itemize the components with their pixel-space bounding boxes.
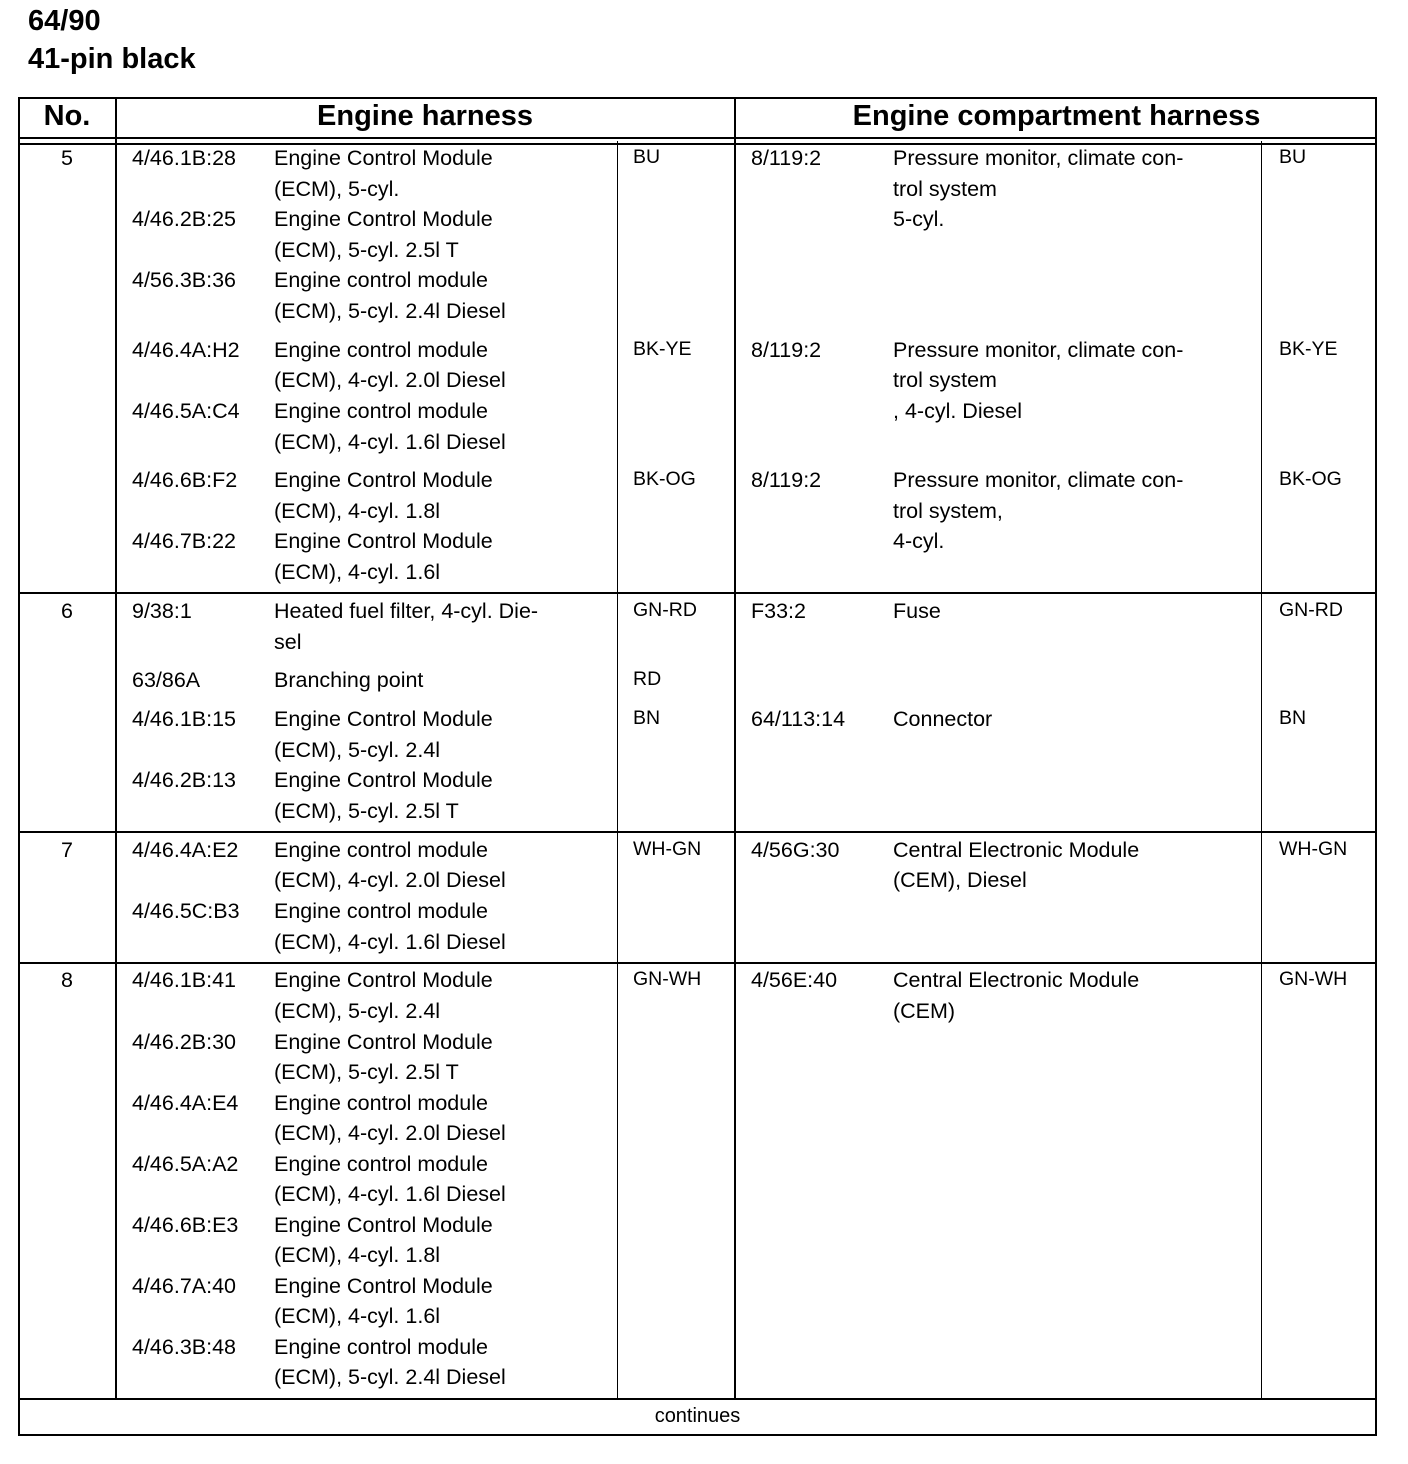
- component-description: (ECM), 4-cyl. 2.0l Diesel: [274, 868, 506, 892]
- component-description: Engine Control Module: [274, 146, 493, 170]
- divider-no: [115, 97, 117, 1400]
- component-description: 4-cyl.: [893, 529, 945, 553]
- component-description: trol system: [893, 368, 997, 392]
- component-description: (ECM), 5-cyl. 2.4l: [274, 738, 441, 762]
- wire-color: GN-RD: [1279, 599, 1343, 621]
- column-header-no: No.: [43, 100, 91, 132]
- terminal-code: 4/46.1B:28: [132, 146, 237, 170]
- connector-number: 64/90: [28, 5, 101, 37]
- component-description: Engine control module: [274, 1152, 488, 1176]
- divider-color-left: [617, 141, 618, 1400]
- continues-note: continues: [654, 1405, 741, 1427]
- component-description: Engine control module: [274, 1335, 488, 1359]
- component-description: Engine control module: [274, 338, 488, 362]
- component-description: (ECM), 4-cyl. 1.8l: [274, 1243, 441, 1267]
- divider-harness: [734, 97, 736, 1400]
- terminal-code: 8/119:2: [751, 146, 822, 170]
- terminal-code: 4/46.2B:25: [132, 207, 237, 231]
- component-description: (ECM), 5-cyl. 2.5l T: [274, 799, 459, 823]
- terminal-code: 4/46.5A:C4: [132, 399, 240, 423]
- component-description: (ECM), 5-cyl. 2.4l Diesel: [274, 299, 506, 323]
- terminal-code: 4/46.3B:48: [132, 1335, 237, 1359]
- component-description: Engine control module: [274, 838, 488, 862]
- component-description: (ECM), 4-cyl. 1.6l: [274, 1304, 441, 1328]
- terminal-code: 4/46.2B:30: [132, 1030, 237, 1054]
- component-description: (ECM), 4-cyl. 1.6l Diesel: [274, 430, 506, 454]
- wire-color: GN-WH: [633, 968, 702, 990]
- component-description: trol system: [893, 177, 997, 201]
- terminal-code: 63/86A: [132, 668, 201, 692]
- terminal-code: 4/46.4A:E4: [132, 1091, 239, 1115]
- wire-color: BN: [633, 707, 661, 729]
- component-description: Engine Control Module: [274, 207, 493, 231]
- component-description: (ECM), 4-cyl. 1.6l Diesel: [274, 930, 506, 954]
- component-description: Engine control module: [274, 399, 488, 423]
- terminal-code: 4/46.5C:B3: [132, 899, 240, 923]
- terminal-code: 4/46.7B:22: [132, 529, 237, 553]
- wire-color: GN-WH: [1279, 968, 1348, 990]
- wire-color: BK-YE: [1279, 338, 1338, 360]
- component-description: (ECM), 5-cyl. 2.5l T: [274, 238, 459, 262]
- component-description: Engine Control Module: [274, 707, 493, 731]
- component-description: (ECM), 5-cyl. 2.4l: [274, 999, 441, 1023]
- component-description: Central Electronic Module: [893, 968, 1140, 992]
- column-header-engine-harness: Engine harness: [317, 100, 533, 132]
- wire-color: GN-RD: [633, 599, 697, 621]
- wire-color: BU: [1279, 146, 1307, 168]
- row-separator: [18, 831, 1377, 833]
- terminal-code: 4/56E:40: [751, 968, 838, 992]
- component-description: Engine Control Module: [274, 968, 493, 992]
- terminal-code: F33:2: [751, 599, 806, 623]
- terminal-code: 4/46.4A:H2: [132, 338, 240, 362]
- terminal-code: 4/56.3B:36: [132, 268, 237, 292]
- component-description: Engine Control Module: [274, 1213, 493, 1237]
- wire-color: WH-GN: [1279, 838, 1348, 860]
- component-description: (ECM), 5-cyl. 2.4l Diesel: [274, 1365, 506, 1389]
- terminal-code: 4/46.6B:E3: [132, 1213, 239, 1237]
- component-description: (CEM), Diesel: [893, 868, 1027, 892]
- terminal-code: 4/46.7A:40: [132, 1274, 237, 1298]
- terminal-code: 4/46.1B:15: [132, 707, 237, 731]
- terminal-code: 4/46.6B:F2: [132, 468, 238, 492]
- component-description: Branching point: [274, 668, 424, 692]
- wire-color: BN: [1279, 707, 1307, 729]
- pin-number: 6: [61, 599, 73, 623]
- terminal-code: 9/38:1: [132, 599, 192, 623]
- terminal-code: 64/113:14: [751, 707, 846, 731]
- component-description: Central Electronic Module: [893, 838, 1140, 862]
- wire-color: RD: [633, 668, 662, 690]
- wire-color: BK-YE: [633, 338, 692, 360]
- component-description: trol system,: [893, 499, 1003, 523]
- component-description: Fuse: [893, 599, 941, 623]
- component-description: Pressure monitor, climate con-: [893, 468, 1184, 492]
- connector-description: 41-pin black: [28, 43, 196, 75]
- row-separator: [18, 1398, 1377, 1400]
- component-description: (CEM): [893, 999, 956, 1023]
- component-description: Pressure monitor, climate con-: [893, 338, 1184, 362]
- terminal-code: 8/119:2: [751, 468, 822, 492]
- component-description: Engine control module: [274, 1091, 488, 1115]
- component-description: Engine control module: [274, 268, 488, 292]
- divider-color-right: [1261, 141, 1262, 1400]
- component-description: 5-cyl.: [893, 207, 945, 231]
- wire-color: WH-GN: [633, 838, 702, 860]
- component-description: Engine Control Module: [274, 468, 493, 492]
- pin-number: 8: [61, 968, 73, 992]
- component-description: sel: [274, 630, 302, 654]
- component-description: (ECM), 4-cyl. 2.0l Diesel: [274, 368, 506, 392]
- pin-number: 5: [61, 146, 73, 170]
- wire-color: BK-OG: [633, 468, 696, 490]
- terminal-code: 4/46.1B:41: [132, 968, 237, 992]
- component-description: Engine Control Module: [274, 1274, 493, 1298]
- component-description: Heated fuel filter, 4-cyl. Die-: [274, 599, 539, 623]
- component-description: (ECM), 4-cyl. 1.6l Diesel: [274, 1182, 506, 1206]
- wire-color: BK-OG: [1279, 468, 1342, 490]
- column-header-engine-compartment-harness: Engine compartment harness: [852, 100, 1261, 132]
- component-description: Engine Control Module: [274, 1030, 493, 1054]
- component-description: (ECM), 4-cyl. 1.8l: [274, 499, 441, 523]
- component-description: (ECM), 5-cyl.: [274, 177, 400, 201]
- pin-number: 7: [61, 838, 73, 862]
- wire-color: BU: [633, 146, 661, 168]
- terminal-code: 4/46.4A:E2: [132, 838, 239, 862]
- terminal-code: 4/46.2B:13: [132, 768, 237, 792]
- terminal-code: 4/56G:30: [751, 838, 840, 862]
- component-description: (ECM), 4-cyl. 2.0l Diesel: [274, 1121, 506, 1145]
- component-description: , 4-cyl. Diesel: [893, 399, 1023, 423]
- component-description: Engine control module: [274, 899, 488, 923]
- terminal-code: 8/119:2: [751, 338, 822, 362]
- component-description: Connector: [893, 707, 993, 731]
- component-description: (ECM), 4-cyl. 1.6l: [274, 560, 441, 584]
- component-description: (ECM), 5-cyl. 2.5l T: [274, 1060, 459, 1084]
- row-separator: [18, 592, 1377, 594]
- component-description: Pressure monitor, climate con-: [893, 146, 1184, 170]
- terminal-code: 4/46.5A:A2: [132, 1152, 239, 1176]
- component-description: Engine Control Module: [274, 768, 493, 792]
- component-description: Engine Control Module: [274, 529, 493, 553]
